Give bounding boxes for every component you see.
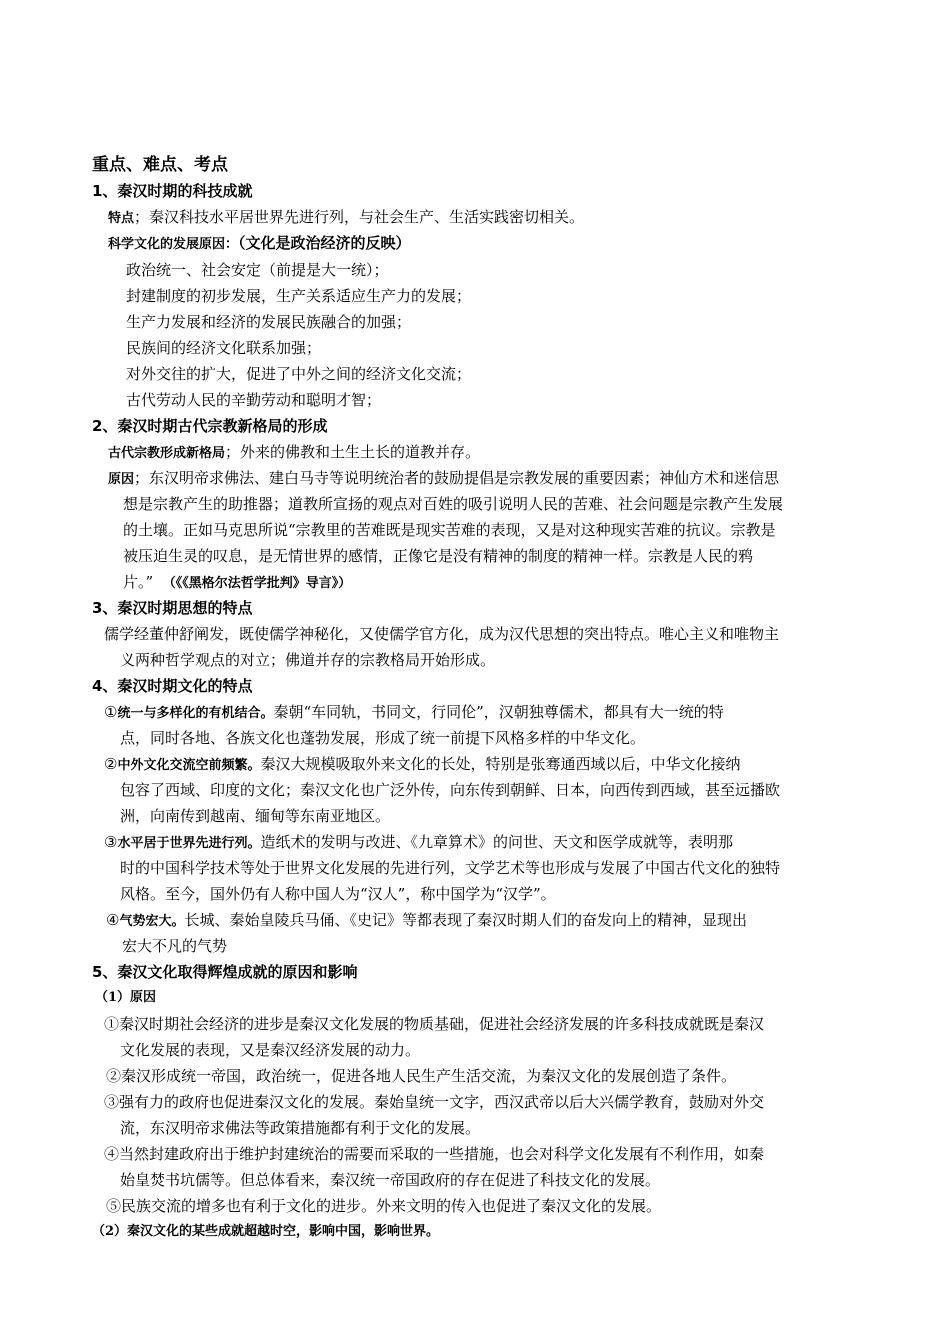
paragraph-line: 宏大不凡的气势 [122, 937, 228, 955]
reason-item: 封建制度的初步发展，生产关系适应生产力的发展； [126, 287, 472, 305]
item-text: 造纸术的发明与改进、《九章算术》的问世、天文和医学成就等，表明那 [260, 833, 733, 851]
paragraph-line: 儒学经董仲舒阐发，既使儒学神秘化，又使儒学官方化，成为汉代思想的突出特点。唯心主义和唯物主 [104, 625, 780, 643]
section-heading-5: 5、秦汉文化取得辉煌成就的原因和影响 [92, 963, 358, 981]
item-text: 秦汉形成统一帝国，政治统一，促进各地人民生产生活交流，为秦汉文化的发展创造了条件。 [121, 1067, 737, 1085]
reason-line [108, 233, 411, 255]
item-text: 民族交流的增多也有利于文化的进步。外来文明的传入也促进了秦汉文化的发展。 [121, 1197, 662, 1215]
paragraph-line: 想是宗教产生的助推器；道教所宣扬的观点对百姓的吸引说明人民的苦难、社会问题是宗教产生发展 [123, 495, 784, 513]
cause-item-5 [106, 1196, 661, 1216]
item-text: 秦汉大规模吸取外来文化的长处，特别是张骞通西域以后，中华文化接纳 [260, 755, 741, 773]
paragraph-line: 包容了西域、印度的文化；秦汉文化也广泛外传，向东传到朝鲜、日本，向西传到西域，甚至远播欧 [120, 781, 781, 799]
item-number: ① [104, 1015, 120, 1033]
item-number: ② [104, 755, 118, 773]
religion-reason-text: ；东汉明帝求佛法、建白马寺等说明统治者的鼓励提倡是宗教发展的重要因素；神仙方术和迷信思 [134, 469, 780, 487]
section-heading-3: 3、秦汉时期思想的特点 [92, 599, 253, 617]
cause-item-3 [104, 1092, 764, 1112]
item-label: 中外文化交流空前频繁。 [117, 758, 261, 773]
item-number: ③ [104, 833, 118, 851]
item-number: ① [104, 703, 118, 721]
paragraph-line: 文化发展的表现，又是秦汉经济发展的动力。 [120, 1041, 421, 1059]
feature-item-2 [104, 754, 740, 776]
cause-item-1 [104, 1014, 764, 1034]
pattern-line [108, 442, 480, 464]
paragraph-line: 洲，向南传到越南、缅甸等东南亚地区。 [120, 807, 391, 825]
item-number: ③ [104, 1093, 120, 1111]
subheading-influence: （2）秦汉文化的某些成就超越时空，影响中国，影响世界。 [92, 1224, 440, 1239]
feature-text: ；秦汉科技水平居世界先进行列，与社会生产、生活实践密切相关。 [134, 208, 585, 226]
item-number: ④ [106, 911, 120, 929]
reason-note: （文化是政治经济的反映） [238, 234, 411, 252]
item-text: 秦朝“车同轨，书同文，行同伦”，汉朝独尊儒术，都具有大一统的特 [273, 703, 724, 721]
quote-end: 片。” [123, 573, 154, 591]
section-heading-1: 1、秦汉时期的科技成就 [92, 182, 253, 200]
item-label: 气势宏大。 [119, 914, 185, 929]
cause-item-2 [106, 1066, 736, 1086]
quote-end-line [123, 572, 351, 594]
section-heading-4: 4、秦汉时期文化的特点 [92, 677, 253, 695]
cause-item-4 [104, 1144, 764, 1164]
feature-item-3 [104, 832, 733, 854]
reason-item: 民族间的经济文化联系加强； [126, 339, 322, 357]
paragraph-line: 点，同时各地、各族文化也蓬勃发展，形成了统一前提下风格多样的中华文化。 [120, 729, 646, 747]
paragraph-line: 被压迫生灵的叹息，是无情世界的感情，正像它是没有精神的制度的精神一样。宗教是人民的鸦 [123, 547, 754, 565]
paragraph-line: 义两种哲学观点的对立；佛道并存的宗教格局开始形成。 [120, 651, 496, 669]
page-title: 重点、难点、考点 [92, 155, 228, 175]
religion-reason-line [108, 468, 779, 490]
item-text: 秦汉时期社会经济的进步是秦汉文化发展的物质基础，促进社会经济发展的许多科技成就既是秦汉 [119, 1015, 765, 1033]
item-text: 当然封建政府出于维护封建统治的需要而采取的一些措施，也会对科学文化发展有不利作用，如秦 [119, 1145, 765, 1163]
reason-label: 科学文化的发展原因： [108, 237, 239, 252]
item-label: 水平居于世界先进行列。 [117, 836, 261, 851]
reason-item: 古代劳动人民的辛勤劳动和聪明才智； [126, 391, 382, 409]
feature-line [108, 207, 584, 229]
feature-item-4 [106, 910, 747, 932]
paragraph-line: 风格。至今，国外仍有人称中国人为“汉人”，称中国学为“汉学”。 [120, 885, 556, 903]
item-text: 强有力的政府也促进秦汉文化的发展。秦始皇统一文字，西汉武帝以后大兴儒学教育，鼓励对外交 [119, 1093, 765, 1111]
pattern-text: ；外来的佛教和土生土长的道教并存。 [225, 443, 481, 461]
paragraph-line: 的土壤。正如马克思所说“宗教里的苦难既是现实苦难的表现，又是对这种现实苦难的抗议。宗教是 [123, 521, 776, 539]
item-number: ④ [104, 1145, 120, 1163]
item-label: 统一与多样化的有机结合。 [117, 706, 274, 721]
subheading-causes: （1）原因 [95, 990, 157, 1005]
religion-reason-label: 原因 [108, 472, 135, 487]
feature-label: 特点 [108, 211, 135, 226]
section-heading-2: 2、秦汉时期古代宗教新格局的形成 [92, 417, 328, 435]
pattern-label: 古代宗教形成新格局 [108, 446, 226, 461]
paragraph-line: 流，东汉明帝求佛法等政策措施都有利于文化的发展。 [120, 1119, 481, 1137]
quote-source: （《《黑格尔法哲学批判》导言》） [162, 576, 352, 591]
feature-item-1 [104, 702, 724, 724]
reason-item: 生产力发展和经济的发展民族融合的加强； [126, 313, 412, 331]
item-text: 长城、秦始皇陵兵马俑、《史记》等都表现了秦汉时期人们的奋发向上的精神，显现出 [184, 911, 747, 929]
paragraph-line: 时的中国科学技术等处于世界文化发展的先进行列，文学艺术等也形成与发展了中国古代文化的独特 [120, 859, 781, 877]
paragraph-line: 始皇焚书坑儒等。但总体看来，秦汉统一帝国政府的存在促进了科技文化的发展。 [120, 1171, 661, 1189]
item-number: ⑤ [106, 1197, 122, 1215]
reason-item: 对外交往的扩大，促进了中外之间的经济文化交流； [126, 365, 472, 383]
item-number: ② [106, 1067, 122, 1085]
reason-item: 政治统一、社会安定（前提是大一统）； [126, 261, 389, 279]
